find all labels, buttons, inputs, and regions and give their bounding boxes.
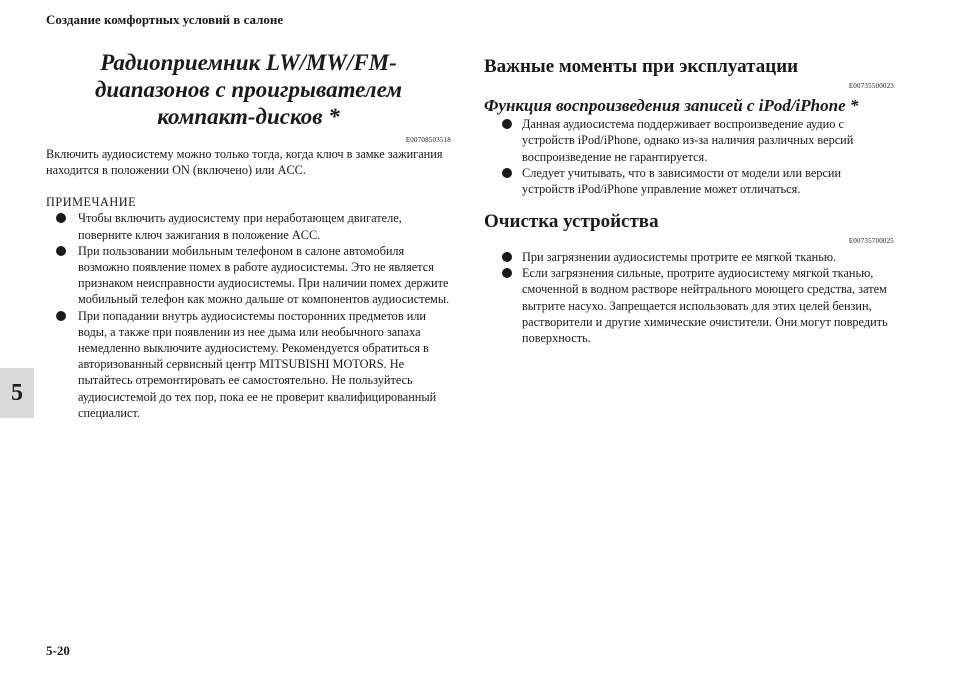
- section-code: E00708503518: [405, 135, 451, 144]
- list-item: Если загрязнения сильные, протрите аудиосистему мягкой тканью, смоченной в водном растворе нейтрального моющего средства, затем вытрите насухо. Запрещается использовать для этих целей бензин, растворители и другие химические очистители. Они могут повредить поверхность.: [484, 265, 894, 346]
- section-title-cleaning: Очистка устройства: [484, 211, 659, 233]
- right-column: [484, 50, 894, 346]
- bullet-icon: [502, 268, 512, 278]
- list-item: Следует учитывать, что в зависимости от модели или версии устройств iPod/iPhone управление может отличаться.: [484, 165, 894, 197]
- section-title-operation: Важные моменты при эксплуатации: [484, 56, 799, 77]
- list-item: При пользовании мобильным телефоном в салоне автомобиля возможно появление помех в работе аудиосистемы. Это не является признаком неисправности аудиосистемы. При наличии помех держите мобильный телефон как можно дальше от компонентов аудиосистемы.: [46, 243, 451, 308]
- chapter-tab: 5: [0, 368, 34, 418]
- note-label: ПРИМЕЧАНИЕ: [46, 195, 137, 210]
- running-header: Создание комфортных условий в салоне: [46, 12, 284, 27]
- list-item: При загрязнении аудиосистемы протрите ее мягкой тканью.: [484, 249, 894, 265]
- subsection-title-ipod: Функция воспроизведения записей с iPod/iPhone *: [484, 95, 859, 115]
- note-list: [46, 210, 451, 421]
- bullet-icon: [56, 246, 66, 256]
- bullet-icon: [502, 252, 512, 262]
- section-code: E00735500023: [848, 81, 894, 90]
- page-number: 5-20: [46, 643, 70, 658]
- section-code: E00735700025: [848, 237, 894, 245]
- bullet-icon: [502, 119, 512, 129]
- list-item: Данная аудиосистема поддерживает воспроизведение аудио с устройств iPod/iPhone, однако из-за наличия различных версий воспроизведение не гарантируется.: [484, 116, 894, 165]
- list-item: При попадании внутрь аудиосистемы посторонних предметов или воды, а также при появлении из нее дыма или необычного запаха немедленно выключите аудиосистему. Рекомендуется обратиться в авторизованный сервисный центр MITSUBISHI MOTORS. Не пытайтесь отремонтировать ее самостоятельно. Не пользуйтесь аудиосистемой до тех пор, пока ее не проверит квалифицированный специалист.: [46, 308, 451, 421]
- bullet-icon: [56, 213, 66, 223]
- list-item: Чтобы включить аудиосистему при неработающем двигателе, поверните ключ зажигания в положение ACC.: [46, 210, 451, 242]
- operation-list: [484, 116, 894, 197]
- bullet-icon: [56, 311, 66, 321]
- cleaning-list: [484, 249, 894, 346]
- section-title-radio: Радиоприемник LW/MW/FM-диапазонов с проигрывателем компакт-дисков *: [95, 50, 402, 129]
- intro-paragraph: Включить аудиосистему можно только тогда, когда ключ в замке зажигания находится в положении ON (включено) или ACC.: [46, 146, 443, 177]
- left-column: [46, 50, 451, 421]
- bullet-icon: [502, 168, 512, 178]
